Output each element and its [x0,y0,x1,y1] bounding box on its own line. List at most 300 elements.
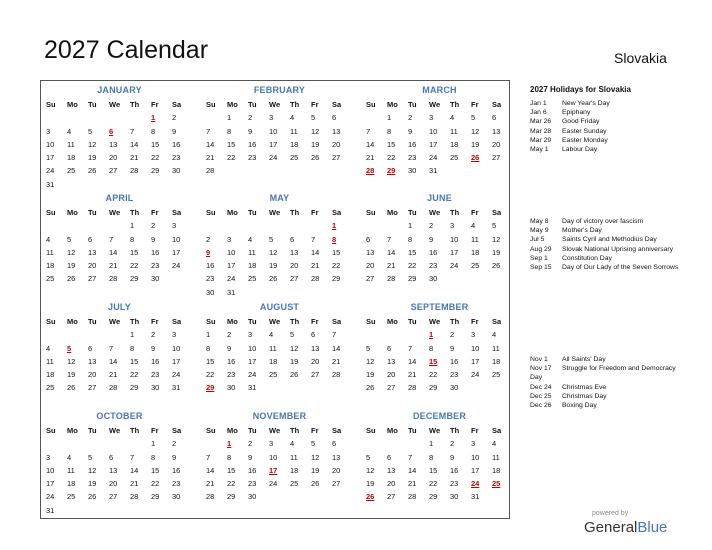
date-cell: 31 [46,179,55,189]
day-name: We [269,100,281,109]
date-cell: 16 [408,139,417,149]
date-cell: 10 [172,234,181,244]
date-cell: 8 [429,452,434,462]
date-cell: 11 [248,247,256,257]
day-name: Fr [311,100,319,109]
empty-cell [385,437,406,450]
date-cell: 25 [46,274,55,284]
brand-part2: Blue [637,519,668,536]
empty-cell [246,219,267,232]
date-cell: 3 [46,126,51,136]
page-title: 2027 Calendar [44,36,209,64]
month-grid [44,206,195,286]
empty-cell [86,111,107,124]
date-cell: 5 [311,113,316,123]
day-name: Sa [492,208,502,217]
date-cell: 23 [429,261,438,271]
day-name: Sa [492,317,502,326]
date-cell: 8 [227,452,232,462]
date-cell: 2 [227,330,232,340]
day-name: Sa [332,208,342,217]
holiday-date-text: May 8 [530,218,549,225]
date-cell: 20 [311,356,320,366]
date-cell: 25 [471,261,480,271]
month-name: FEBRUARY [253,85,306,95]
holiday-group [530,217,680,272]
date-cell: 9 [151,234,156,244]
holiday-date: 6 [109,126,114,136]
date-cell: 27 [492,153,501,163]
month-name: JUNE [427,193,452,203]
brand-part1: General [584,519,638,536]
empty-cell [309,286,330,299]
month-june [364,192,515,286]
month-grid [44,315,195,395]
holiday-item [530,401,680,410]
date-cell: 28 [109,383,118,393]
date-cell: 6 [88,234,93,244]
empty-cell [406,328,427,341]
day-name: We [109,208,121,217]
date-cell: 17 [248,356,257,366]
date-cell: 26 [67,383,76,393]
date-cell: 27 [387,383,396,393]
day-name: We [109,317,121,326]
empty-cell [309,219,330,232]
holiday-item [530,136,680,145]
day-name: We [269,317,281,326]
day-name: Th [130,317,140,326]
day-name: Sa [492,100,502,109]
date-cell: 10 [269,126,278,136]
holiday-date: 26 [471,153,480,163]
date-cell: 16 [151,247,160,257]
holiday-date: 29 [387,166,396,176]
day-name: Tu [248,317,257,326]
date-cell: 18 [269,356,278,366]
date-cell: 7 [387,234,392,244]
date-cell: 18 [67,479,76,489]
holiday-date-text: Mar 26 [530,118,552,126]
date-cell: 7 [206,126,211,136]
date-cell: 6 [387,343,392,353]
empty-cell [330,490,351,503]
date-cell: 26 [492,261,501,271]
date-cell: 11 [290,126,298,136]
date-cell: 24 [429,153,438,163]
date-cell: 20 [88,261,97,271]
date-cell: 9 [172,452,177,462]
date-cell: 28 [206,492,215,502]
date-cell: 27 [109,492,118,502]
holiday-date: 1 [332,221,337,231]
holiday-date: 5 [67,343,72,353]
date-cell: 27 [387,492,396,502]
date-cell: 4 [492,330,497,340]
date-cell: 27 [290,274,299,284]
holiday-item [530,99,680,108]
date-cell: 19 [290,356,299,366]
empty-cell [330,381,351,394]
date-cell: 3 [172,330,177,340]
month-name: AUGUST [259,302,300,312]
holiday-date-text: Jan 1 [530,100,547,107]
date-cell: 28 [408,383,417,393]
date-cell: 12 [67,356,76,366]
empty-cell [86,504,107,517]
holiday-item [530,235,680,244]
date-cell: 28 [408,492,417,502]
holiday-date: 24 [471,479,480,489]
date-cell: 14 [332,343,341,353]
date-cell: 17 [172,247,181,257]
day-name: Tu [408,317,417,326]
date-cell: 22 [408,261,417,271]
date-cell: 24 [227,274,236,284]
date-cell: 12 [311,452,320,462]
holiday-date-text: Dec 26 [530,402,552,410]
empty-cell [267,164,288,177]
day-name: Mo [67,208,78,217]
date-cell: 7 [206,452,211,462]
date-cell: 3 [471,330,476,340]
date-cell: 2 [206,234,211,244]
date-cell: 30 [248,492,257,502]
empty-cell [204,111,225,124]
date-cell: 25 [67,492,76,502]
empty-cell [288,286,309,299]
day-name: Tu [408,426,417,435]
date-cell: 5 [88,126,93,136]
date-cell: 2 [408,113,413,123]
date-cell: 2 [450,439,455,449]
day-name: Sa [172,100,182,109]
empty-cell [149,504,170,517]
month-name: SEPTEMBER [410,302,469,312]
empty-cell [267,381,288,394]
month-name: MAY [269,193,290,203]
date-cell: 8 [151,126,156,136]
day-name: Th [130,426,140,435]
date-cell: 12 [269,247,278,257]
day-name: Su [46,426,56,435]
day-name: Sa [172,317,182,326]
holiday-item [530,108,680,117]
empty-cell [406,437,427,450]
empty-cell [128,111,149,124]
date-cell: 3 [429,113,434,123]
day-name: Mo [67,426,78,435]
date-cell: 23 [151,261,160,271]
date-cell: 19 [311,139,320,149]
empty-cell [288,219,309,232]
date-cell: 9 [151,343,156,353]
date-cell: 29 [130,274,139,284]
holiday-date-text: Jul 5 [530,236,545,244]
holiday-name: Good Friday [562,118,600,126]
date-cell: 10 [248,343,257,353]
month-name: OCTOBER [96,411,143,421]
country-label: Slovakia [614,50,667,66]
empty-cell [65,437,86,450]
date-cell: 1 [151,439,156,449]
holidays-title: 2027 Holidays for Slovakia [530,85,631,94]
empty-cell [469,164,490,177]
date-cell: 5 [88,452,93,462]
holiday-date-text: May 1 [530,146,549,154]
date-cell: 15 [151,139,160,149]
date-cell: 7 [408,343,413,353]
date-cell: 30 [206,287,215,297]
date-cell: 12 [366,465,375,475]
date-cell: 31 [429,166,438,176]
date-cell: 20 [332,139,341,149]
date-cell: 29 [332,274,341,284]
holiday-name: Easter Monday [562,136,608,144]
day-name: Su [366,426,376,435]
day-name: Su [366,208,376,217]
date-cell: 16 [227,356,236,366]
date-cell: 10 [471,343,480,353]
date-cell: 30 [172,166,181,176]
month-grid [364,98,515,178]
date-cell: 20 [290,261,299,271]
date-cell: 7 [130,452,135,462]
month-name: JULY [108,302,131,312]
date-cell: 6 [366,234,371,244]
date-cell: 5 [366,452,371,462]
day-name: Th [290,208,300,217]
day-name: Tu [408,100,417,109]
date-cell: 29 [130,383,139,393]
date-cell: 4 [290,113,295,123]
date-cell: 22 [227,479,236,489]
date-cell: 21 [206,153,215,163]
day-name: Fr [151,100,159,109]
holiday-item [530,263,680,272]
date-cell: 18 [471,247,480,257]
empty-cell [107,328,128,341]
day-name: Fr [311,317,319,326]
empty-cell [44,328,65,341]
empty-cell [448,164,469,177]
month-april [44,192,195,286]
holiday-date: 9 [206,247,211,257]
date-cell: 20 [332,465,341,475]
date-cell: 9 [248,126,253,136]
date-cell: 30 [429,274,438,284]
date-cell: 21 [109,370,118,380]
day-name: Fr [151,317,159,326]
date-cell: 21 [332,356,341,366]
date-cell: 1 [130,330,135,340]
date-cell: 5 [67,234,72,244]
date-cell: 21 [311,261,320,271]
date-cell: 14 [109,247,118,257]
date-cell: 21 [408,479,417,489]
month-name: NOVEMBER [252,411,307,421]
empty-cell [65,328,86,341]
date-cell: 1 [227,113,232,123]
day-name: We [269,426,281,435]
holiday-date-text: Mar 28 [530,127,552,135]
date-cell: 28 [387,274,396,284]
date-cell: 17 [46,479,55,489]
date-cell: 7 [109,343,114,353]
date-cell: 6 [311,330,316,340]
empty-cell [364,219,385,232]
holiday-name: Mother's Day [562,227,602,235]
date-cell: 19 [492,247,501,257]
empty-cell [65,219,86,232]
holiday-date-text: Sep 15 [530,264,552,272]
date-cell: 16 [429,247,438,257]
empty-cell [44,219,65,232]
date-cell: 4 [492,439,497,449]
month-february [204,84,355,178]
date-cell: 8 [227,126,232,136]
date-cell: 19 [311,465,320,475]
month-grid [364,206,515,286]
date-cell: 8 [429,343,434,353]
day-name: Sa [332,100,342,109]
day-name: Su [206,426,216,435]
day-name: Sa [332,317,342,326]
holiday-name: Epiphany [562,109,591,117]
holiday-date: 1 [429,330,434,340]
date-cell: 23 [151,370,160,380]
date-cell: 20 [109,153,118,163]
holiday-name: Easter Sunday [562,127,607,135]
date-cell: 30 [450,492,459,502]
date-cell: 15 [130,247,139,257]
date-cell: 10 [227,247,236,257]
holiday-date: 25 [492,479,501,489]
holiday-date: 8 [332,234,337,244]
empty-cell [65,111,86,124]
date-cell: 25 [290,479,299,489]
holiday-name: Constitution Day [562,254,612,262]
date-cell: 14 [387,247,396,257]
date-cell: 2 [172,439,177,449]
month-july [44,301,195,395]
empty-cell [86,219,107,232]
empty-cell [107,437,128,450]
empty-cell [490,490,511,503]
empty-cell [107,504,128,517]
empty-cell [65,504,86,517]
generalblue-logo [584,519,667,536]
day-name: Th [450,317,460,326]
date-cell: 24 [172,261,181,271]
date-cell: 27 [88,274,97,284]
date-cell: 12 [88,465,97,475]
empty-cell [490,272,511,285]
date-cell: 21 [130,479,139,489]
date-cell: 22 [130,261,139,271]
empty-cell [128,178,149,191]
empty-cell [246,164,267,177]
empty-cell [65,178,86,191]
date-cell: 21 [206,479,215,489]
date-cell: 16 [172,139,181,149]
date-cell: 21 [366,153,375,163]
empty-cell [128,504,149,517]
date-cell: 25 [67,166,76,176]
date-cell: 5 [492,221,497,231]
date-cell: 31 [46,505,55,515]
date-cell: 20 [366,261,375,271]
month-name: DECEMBER [412,411,467,421]
empty-cell [170,504,191,517]
holiday-date-text: Sep 1 [530,254,548,262]
date-cell: 26 [88,166,97,176]
date-cell: 15 [206,356,215,366]
holiday-name: Boxing Day [562,402,597,410]
date-cell: 27 [311,370,320,380]
holiday-item [530,245,680,254]
date-cell: 30 [172,492,181,502]
date-cell: 23 [227,370,236,380]
holiday-item [530,355,680,364]
date-cell: 6 [332,113,337,123]
date-cell: 18 [492,465,501,475]
empty-cell [448,272,469,285]
month-name: APRIL [105,193,134,203]
date-cell: 15 [429,465,438,475]
date-cell: 24 [269,153,278,163]
holiday-name: Labour Day [562,146,598,154]
date-cell: 1 [130,221,135,231]
holiday-date: 1 [151,113,156,123]
month-may [204,192,355,299]
day-name: We [269,208,281,217]
day-name: Th [290,317,300,326]
date-cell: 18 [248,261,257,271]
holiday-name: Saints Cyril and Methodius Day [562,236,657,244]
day-name: Mo [227,317,238,326]
day-name: Fr [471,426,479,435]
date-cell: 17 [172,356,181,366]
date-cell: 26 [88,492,97,502]
holiday-date: 26 [366,492,375,502]
date-cell: 31 [172,383,181,393]
empty-cell [225,219,246,232]
holiday-date-text: Nov 1 [530,356,548,363]
holiday-date-text: Aug 29 [530,245,552,253]
date-cell: 25 [248,274,257,284]
day-name: Th [130,208,140,217]
date-cell: 16 [151,356,160,366]
month-november [204,410,355,504]
date-cell: 31 [248,383,257,393]
empty-cell [267,219,288,232]
month-august [204,301,355,395]
empty-cell [364,111,385,124]
day-name: Mo [227,426,238,435]
holiday-group [530,99,680,154]
date-cell: 9 [172,126,177,136]
empty-cell [170,272,191,285]
empty-cell [107,219,128,232]
empty-cell [490,381,511,394]
date-cell: 16 [206,261,215,271]
date-cell: 24 [46,166,55,176]
date-cell: 10 [429,126,438,136]
date-cell: 23 [450,370,459,380]
holiday-item [530,392,680,401]
empty-cell [86,178,107,191]
